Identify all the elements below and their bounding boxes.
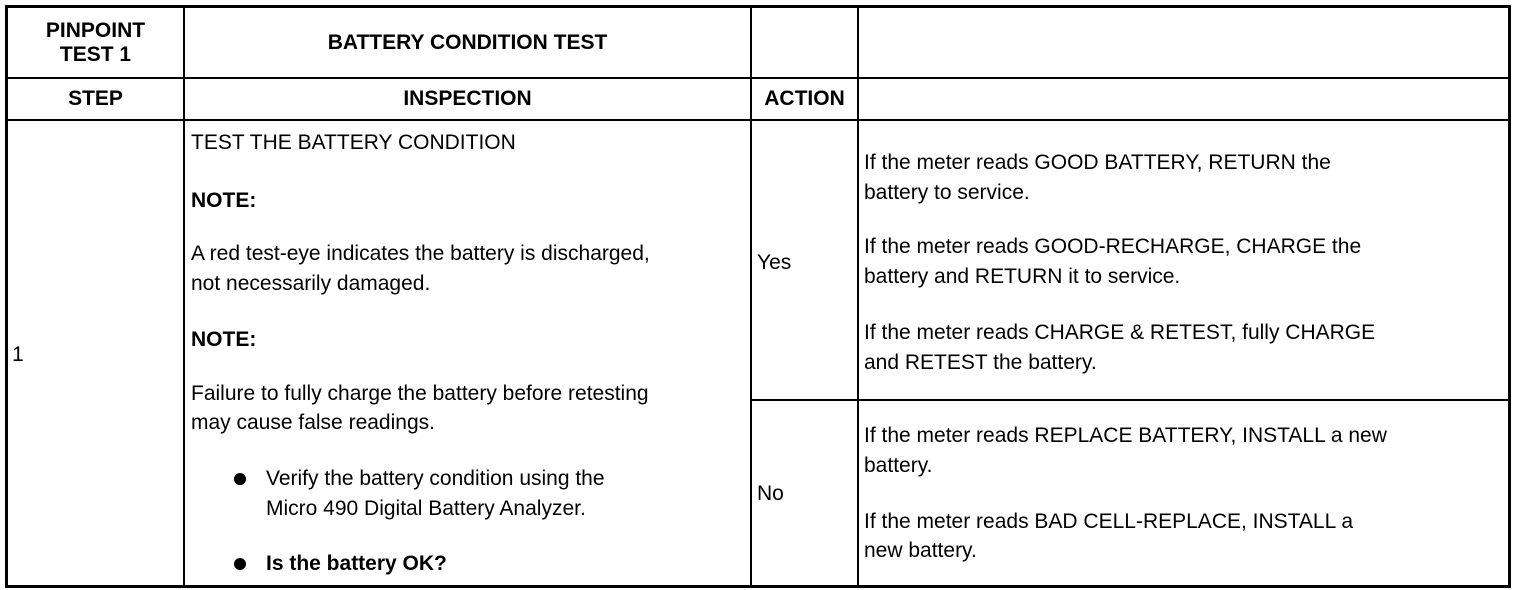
note-label-2: NOTE: <box>191 328 257 351</box>
bullet-text-1-line2: Micro 490 Digital Battery Analyzer. <box>266 497 586 520</box>
test-title: BATTERY CONDITION TEST <box>327 30 608 54</box>
yes-result-2-line1: If the meter reads GOOD-RECHARGE, CHARGE the <box>864 235 1362 258</box>
bullet-dot-2 <box>234 558 246 570</box>
no-result-1-line1: If the meter reads REPLACE BATTERY, INSTALL a new <box>864 424 1387 447</box>
no-result-1-line2: battery. <box>864 454 933 477</box>
yes-result-3-line1: If the meter reads CHARGE & RETEST, fully CHARGE <box>864 321 1376 344</box>
no-result-2-line2: new battery. <box>864 539 977 562</box>
yes-result-2-line2: battery and RETURN it to service. <box>864 265 1181 288</box>
column-header-step: STEP <box>68 87 123 110</box>
action-column-divider <box>857 5 859 585</box>
note-text-2-line1: Failure to fully charge the battery before retesting <box>191 382 649 405</box>
note-text-2-line2: may cause false readings. <box>191 411 435 434</box>
column-header-action: ACTION <box>764 87 845 110</box>
pinpoint-line1: PINPOINT <box>45 18 146 42</box>
column-header-divider <box>5 119 1508 121</box>
action-yes-label: Yes <box>757 251 792 274</box>
bullet-dot-1 <box>234 473 246 485</box>
note-text-1-line2: not necessarily damaged. <box>191 272 431 295</box>
yes-no-divider <box>751 399 1508 401</box>
bullet-text-1-line1: Verify the battery condition using the <box>266 467 605 490</box>
step-number: 1 <box>12 343 24 366</box>
yes-result-1-line1: If the meter reads GOOD BATTERY, RETURN the <box>864 151 1331 174</box>
inspection-heading: TEST THE BATTERY CONDITION <box>191 131 516 154</box>
yes-result-1-line2: battery to service. <box>864 181 1030 204</box>
note-label-1: NOTE: <box>191 189 257 212</box>
pinpoint-test-label <box>8 8 183 77</box>
note-text-1-line1: A red test-eye indicates the battery is discharged, <box>191 242 650 265</box>
yes-result-3-line2: and RETEST the battery. <box>864 351 1097 374</box>
column-header-inspection: INSPECTION <box>403 87 532 110</box>
no-result-2-line1: If the meter reads BAD CELL-REPLACE, INSTALL a <box>864 510 1354 533</box>
action-no-label: No <box>757 482 784 505</box>
bullet-text-2: Is the battery OK? <box>266 552 447 575</box>
pinpoint-line2: TEST 1 <box>59 42 132 66</box>
